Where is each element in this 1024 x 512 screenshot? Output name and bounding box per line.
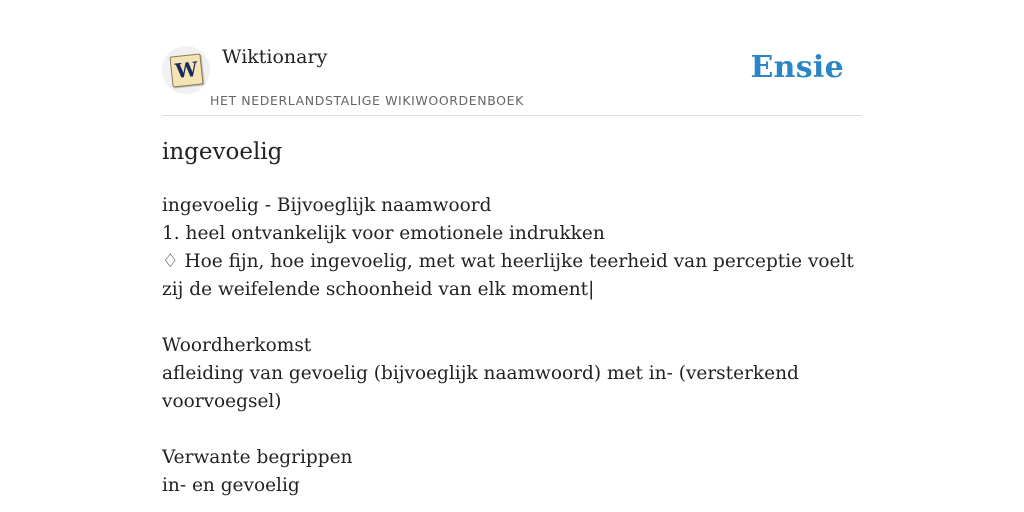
site-tagline: HET NEDERLANDSTALIGE WIKIWOORDENBOEK bbox=[210, 93, 524, 108]
logo-tile bbox=[169, 53, 203, 87]
wiktionary-logo-icon[interactable] bbox=[162, 46, 210, 94]
definition-line: 1. heel ontvankelijk voor emotionele indrukken bbox=[162, 223, 605, 244]
part-of-speech-line: ingevoelig - Bijvoeglijk naamwoord bbox=[162, 195, 492, 216]
logo-letter: W bbox=[174, 56, 199, 84]
site-header bbox=[162, 0, 862, 116]
etymology-heading: Woordherkomst bbox=[162, 335, 312, 356]
page-container bbox=[162, 0, 862, 512]
spacer bbox=[162, 416, 862, 444]
entry-content bbox=[162, 192, 862, 500]
ensie-brand-link[interactable]: Ensie bbox=[750, 50, 844, 85]
example-sentence: ♢ Hoe fijn, hoe ingevoelig, met wat heerlijke teerheid van perceptie voelt zij de weifelende schoonheid van elk moment| bbox=[162, 251, 854, 300]
site-name-link[interactable]: Wiktionary bbox=[222, 46, 328, 68]
page-title: ingevoelig bbox=[162, 139, 283, 165]
related-heading: Verwante begrippen bbox=[162, 447, 353, 468]
etymology-text: afleiding van gevoelig (bijvoeglijk naamwoord) met in- (versterkend voorvoegsel) bbox=[162, 363, 799, 412]
spacer bbox=[162, 304, 862, 332]
related-text: in- en gevoelig bbox=[162, 475, 300, 496]
